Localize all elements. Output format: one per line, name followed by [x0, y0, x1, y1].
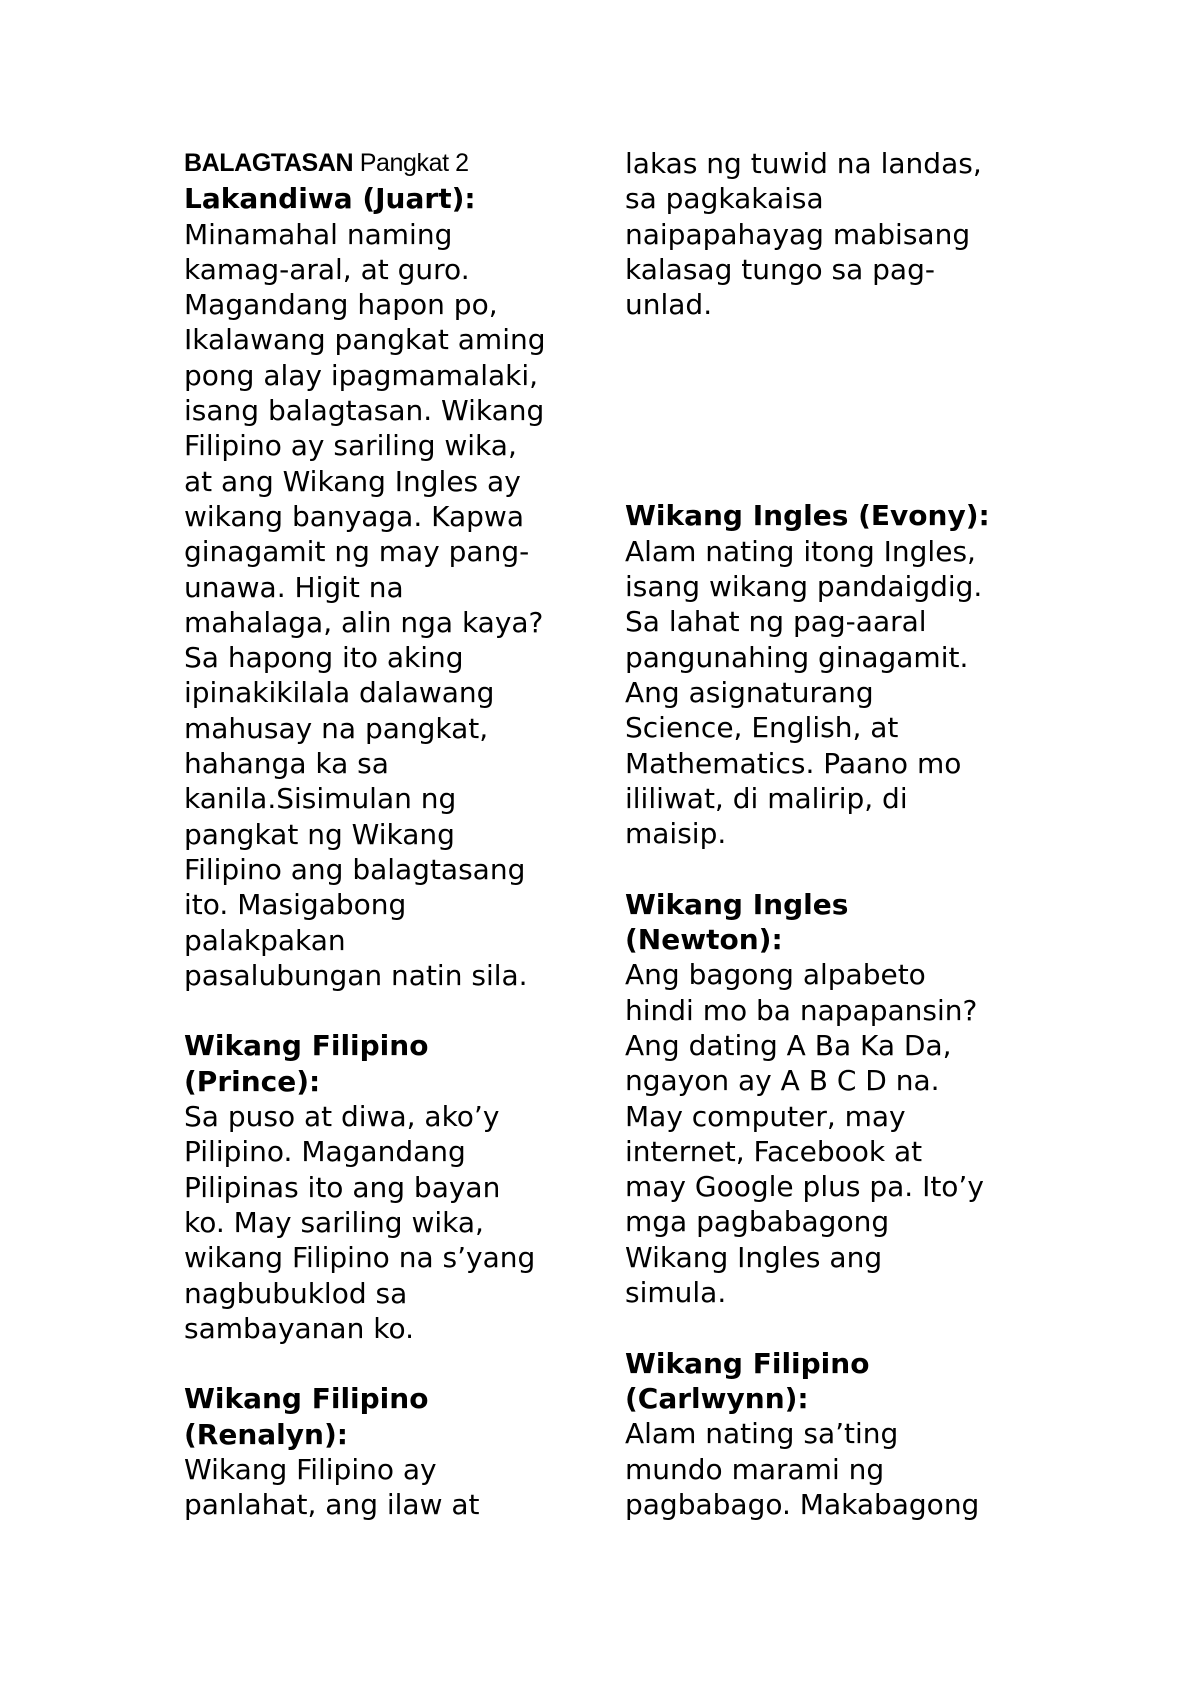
verse-line: mahalaga, alin nga kaya? — [184, 605, 544, 639]
verse-line: wikang banyaga. Kapwa — [184, 499, 524, 533]
verse-line: kanila.Sisimulan ng — [184, 782, 457, 816]
verse-line: hindi mo ba napapansin? — [625, 993, 978, 1027]
verse-line: isang wikang pandaigdig. — [625, 570, 983, 604]
speaker-name-line: Wikang Filipino — [184, 1029, 429, 1063]
verse-line: wikang Filipino na s’yang — [184, 1241, 536, 1275]
verse-line: Sa lahat ng pag-aaral — [625, 605, 927, 639]
verse-line: may Google plus pa. Ito’y — [625, 1170, 984, 1204]
verse-line: Pilipinas ito ang bayan — [184, 1170, 501, 1204]
newton-verse — [625, 957, 1045, 1310]
verse-line: unawa. Higit na — [184, 570, 404, 604]
verse-line: ginagamit ng may pang- — [184, 535, 530, 569]
speaker-name-line: Wikang Filipino — [184, 1382, 429, 1416]
blank-space — [625, 322, 1045, 498]
paragraph-gap — [625, 1310, 1045, 1345]
verse-line: Mathematics. Paano mo — [625, 746, 962, 780]
renalyn-verse-continued — [625, 146, 1045, 322]
verse-line: panlahat, ang ilaw at — [184, 1488, 480, 1522]
verse-line: internet, Facebook at — [625, 1134, 923, 1168]
verse-line: pasalubungan natin sila. — [184, 958, 528, 992]
evony-verse — [625, 534, 1045, 852]
verse-line: lakas ng tuwid na landas, — [625, 147, 982, 180]
speaker-name-line: (Carlwynn): — [625, 1381, 809, 1415]
renalyn-verse — [184, 1452, 604, 1523]
paragraph-gap — [625, 851, 1045, 886]
verse-line: mga pagbabagong — [625, 1205, 890, 1239]
paragraph-gap — [184, 993, 604, 1028]
verse-line: kalasag tungo sa pag- — [625, 252, 935, 286]
carlwynn-verse — [625, 1416, 1045, 1522]
verse-line: kamag-aral, at guro. — [184, 252, 470, 286]
verse-line: maisip. — [625, 817, 727, 851]
document-title — [184, 146, 604, 181]
left-column — [184, 146, 604, 1523]
verse-line: ito. Masigabong — [184, 888, 407, 922]
verse-line: Alam nating itong Ingles, — [625, 534, 976, 568]
speaker-renalyn — [184, 1381, 604, 1452]
speaker-newton — [625, 887, 1045, 958]
verse-line: Pilipino. Magandang — [184, 1135, 466, 1169]
verse-line: May computer, may — [625, 1099, 906, 1133]
verse-line: Filipino ang balagtasang — [184, 852, 526, 886]
verse-line: Minamahal naming — [184, 217, 453, 251]
verse-line: pangunahing ginagamit. — [625, 640, 969, 674]
verse-line: Ang asignaturang — [625, 675, 874, 709]
verse-line: simula. — [625, 1276, 727, 1310]
verse-line: pangkat ng Wikang — [184, 817, 455, 851]
speaker-name-line: Wikang Filipino — [625, 1346, 870, 1380]
verse-line: Wikang Filipino ay — [184, 1452, 437, 1486]
verse-line: ipinakikilala dalawang — [184, 676, 495, 710]
verse-line: Sa puso at diwa, ako’y — [184, 1100, 500, 1134]
lakandiwa-verse — [184, 217, 604, 994]
speaker-name-line: Wikang Ingles — [625, 887, 849, 921]
verse-line: pong alay ipagmamalaki, — [184, 358, 539, 392]
speaker-name-line: (Prince): — [184, 1064, 321, 1098]
speaker-evony: Wikang Ingles (Evony): — [625, 499, 990, 533]
verse-line: nagbubuklod sa — [184, 1276, 408, 1310]
verse-line: Sa hapong ito aking — [184, 641, 464, 675]
title-main: BALAGTASAN — [184, 149, 354, 177]
speaker-name-line: (Renalyn): — [184, 1417, 348, 1451]
right-column — [625, 146, 1045, 1522]
speaker-name-line: (Newton): — [625, 923, 783, 957]
verse-line: sa pagkakaisa — [625, 182, 824, 216]
verse-line: pagbabago. Makabagong — [625, 1487, 980, 1521]
verse-line: ko. May sariling wika, — [184, 1205, 484, 1239]
verse-line: palakpakan — [184, 923, 346, 957]
verse-line: Filipino ay sariling wika, — [184, 429, 517, 463]
verse-line: ngayon ay A B C D na. — [625, 1064, 940, 1098]
verse-line: sambayanan ko. — [184, 1311, 414, 1345]
verse-line: hahanga ka sa — [184, 747, 389, 781]
verse-line: Ang bagong alpabeto — [625, 958, 926, 992]
verse-line: Magandang hapon po, — [184, 288, 498, 322]
speaker-carlwynn — [625, 1346, 1045, 1417]
prince-verse — [184, 1099, 604, 1346]
verse-line: ililiwat, di malirip, di — [625, 781, 908, 815]
verse-line: Wikang Ingles ang — [625, 1240, 883, 1274]
verse-line: mundo marami ng — [625, 1452, 885, 1486]
verse-line: Science, English, at — [625, 711, 899, 745]
title-sub: Pangkat 2 — [359, 149, 469, 177]
verse-line: Alam nating sa’ting — [625, 1417, 899, 1451]
speaker-lakandiwa: Lakandiwa (Juart): — [184, 182, 476, 216]
verse-line: Ang dating A Ba Ka Da, — [625, 1028, 952, 1062]
verse-line: Ikalawang pangkat aming — [184, 323, 546, 357]
speaker-prince — [184, 1028, 604, 1099]
verse-line: at ang Wikang Ingles ay — [184, 464, 521, 498]
verse-line: unlad. — [625, 288, 713, 322]
verse-line: naipapahayag mabisang — [625, 217, 971, 251]
verse-line: mahusay na pangkat, — [184, 711, 489, 745]
verse-line: isang balagtasan. Wikang — [184, 394, 545, 428]
paragraph-gap — [184, 1346, 604, 1381]
